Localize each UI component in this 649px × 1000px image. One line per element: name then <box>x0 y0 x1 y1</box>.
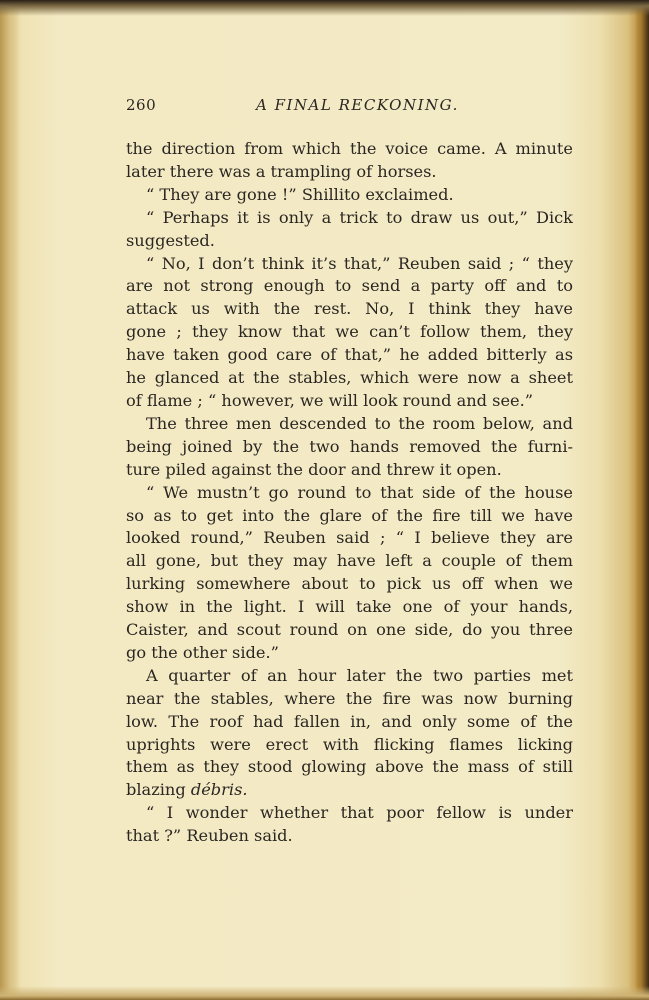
text-line-content: Caister, and scout round on one side, do you three <box>126 620 573 640</box>
text-line <box>126 505 573 528</box>
text-line <box>126 482 573 505</box>
text-line <box>126 344 573 367</box>
text-line <box>126 688 573 711</box>
running-head: A FINAL RECKONING. <box>256 96 459 114</box>
text-line-content: A quarter of an hour later the two parties met <box>146 665 573 685</box>
text-line <box>126 459 573 482</box>
text-line-content: them as they stood glowing above the mass of still <box>126 757 573 777</box>
text-line-content: “ Perhaps it is only a trick to draw us out,” Dick <box>146 207 573 227</box>
page-header <box>126 92 573 118</box>
text-line-content: lurking somewhere about to pick us off when we <box>126 574 573 594</box>
body-text <box>126 138 573 848</box>
book-page <box>126 92 573 848</box>
text-line <box>126 367 573 390</box>
text-line <box>126 207 573 230</box>
text-line <box>126 138 573 161</box>
text-line-content: gone ; they know that we can’t follow them, they <box>126 322 573 342</box>
text-line <box>126 596 573 619</box>
text-line-content: the direction from which the voice came. A minute <box>126 139 573 158</box>
text-line <box>126 756 573 779</box>
text-line <box>126 298 573 321</box>
text-line-content: looked round,” Reuben said ; “ I believe they are <box>126 528 573 548</box>
page-number: 260 <box>126 96 157 114</box>
page-left-edge <box>0 0 20 1000</box>
text-line-content: “ We mustn’t go round to that side of the house <box>146 482 573 502</box>
italic-word: débris. <box>190 780 248 800</box>
text-line-content: The three men descended to the room below, and <box>146 413 573 433</box>
text-line <box>126 321 573 344</box>
page-bottom-edge <box>0 986 649 1000</box>
text-line <box>126 413 573 436</box>
text-line <box>126 779 573 802</box>
text-line-content: attack us with the rest. No, I think they have <box>126 299 573 319</box>
text-line <box>126 550 573 573</box>
text-line-content: that ?” Reuben said. <box>126 826 293 846</box>
text-line <box>126 711 573 734</box>
text-line <box>126 573 573 596</box>
text-line <box>126 734 573 757</box>
text-line <box>126 619 573 642</box>
text-line <box>126 184 573 207</box>
book-spine-edge <box>635 0 649 1000</box>
text-line <box>126 275 573 298</box>
text-line-content: are not strong enough to send a party off and to <box>126 276 573 296</box>
text-line <box>126 230 573 253</box>
text-line <box>126 527 573 550</box>
text-line-content: all gone, but they may have left a couple of them <box>126 551 573 571</box>
text-line-content: show in the light. I will take one of your hands, <box>126 597 573 617</box>
text-line-content: low. The roof had fallen in, and only some of the <box>126 711 573 731</box>
text-line-content: “ They are gone !” Shillito exclaimed. <box>146 184 454 204</box>
text-line <box>126 665 573 688</box>
text-line-content: suggested. <box>126 230 215 250</box>
text-line-content: he glanced at the stables, which were now a sheet <box>126 368 573 388</box>
text-line <box>126 253 573 276</box>
text-line <box>126 825 573 848</box>
text-line-content: blazing <box>126 780 186 800</box>
text-line <box>126 642 573 665</box>
text-line-content: later there was a trampling of horses. <box>126 161 437 181</box>
text-line-content: go the other side.” <box>126 642 279 662</box>
text-line-content: being joined by the two hands removed the furni- <box>126 436 573 456</box>
text-line <box>126 390 573 413</box>
text-line-content: so as to get into the glare of the fire till we have <box>126 505 573 525</box>
text-line-content: ture piled against the door and threw it open. <box>126 459 502 479</box>
text-line <box>126 802 573 825</box>
text-line-content: uprights were erect with flicking flames licking <box>126 734 573 754</box>
page-top-shadow <box>0 0 649 16</box>
text-line <box>126 161 573 184</box>
text-line-content: “ No, I don’t think it’s that,” Reuben said ; “ they <box>146 253 573 273</box>
text-line <box>126 436 573 459</box>
text-line-content: have taken good care of that,” he added bitterly as <box>126 345 573 365</box>
text-line-content: “ I wonder whether that poor fellow is under <box>146 803 573 823</box>
text-line-content: near the stables, where the fire was now burning <box>126 688 573 708</box>
text-line-content: of flame ; “ however, we will look round and see.” <box>126 390 534 410</box>
